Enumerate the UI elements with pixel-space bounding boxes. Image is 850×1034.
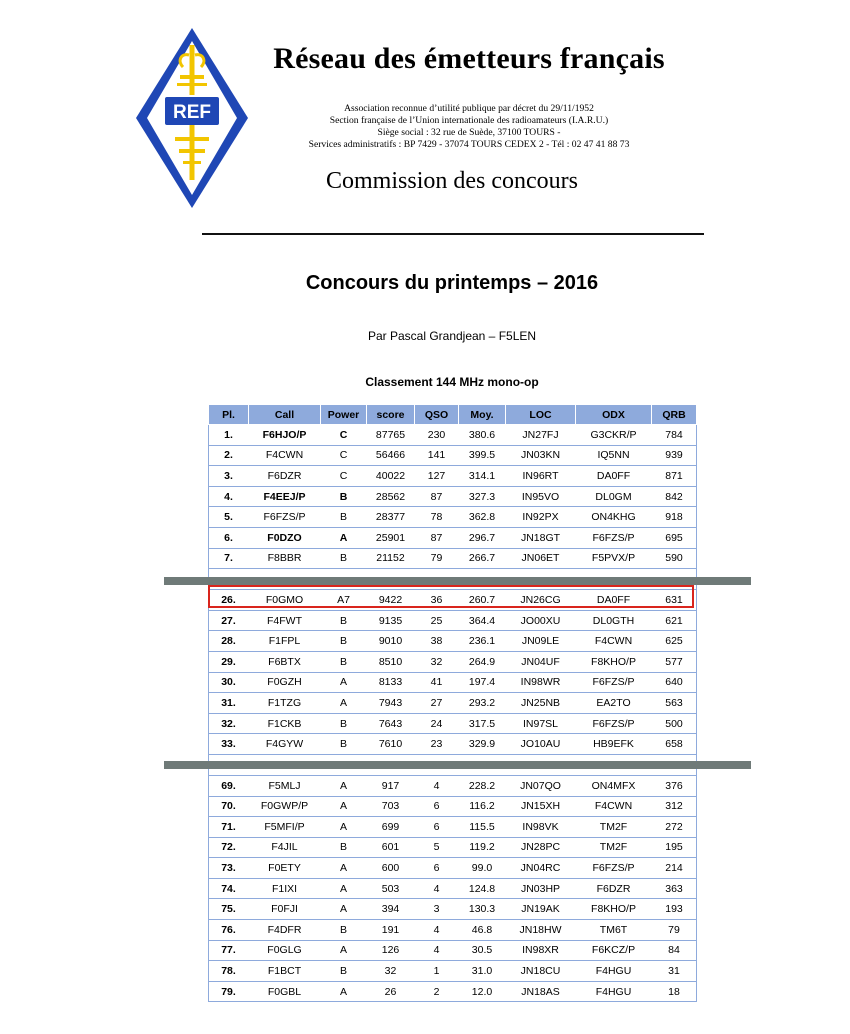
cell-average: 329.9 xyxy=(459,734,506,755)
cell-qrb: 193 xyxy=(652,899,697,920)
cell-odx: DL0GM xyxy=(576,486,652,507)
cell-odx: ON4KHG xyxy=(576,507,652,528)
cell-odx: DA0FF xyxy=(576,590,652,611)
author-line: Par Pascal Grandjean – F5LEN xyxy=(367,329,537,343)
cell-odx: F4HGU xyxy=(576,961,652,982)
cell-call: F5MFI/P xyxy=(249,817,321,838)
cell-qso: 230 xyxy=(415,425,459,446)
cell-power: B xyxy=(321,920,367,941)
cell-odx: F5PVX/P xyxy=(576,548,652,569)
cell-locator: JN15XH xyxy=(506,796,576,817)
cell-qso: 4 xyxy=(415,775,459,796)
cell-score: 394 xyxy=(367,899,415,920)
cell-qso: 38 xyxy=(415,631,459,652)
cell-place: 6. xyxy=(209,527,249,548)
cell-qrb: 871 xyxy=(652,466,697,487)
cell-qrb: 376 xyxy=(652,775,697,796)
cell-average: 266.7 xyxy=(459,548,506,569)
cell-qso: 6 xyxy=(415,796,459,817)
cell-locator: JN27FJ xyxy=(506,425,576,446)
table-row xyxy=(209,651,697,672)
cell-qrb: 658 xyxy=(652,734,697,755)
cell-call: F6BTX xyxy=(249,651,321,672)
cell-average: 264.9 xyxy=(459,651,506,672)
cell-call: F0GZH xyxy=(249,672,321,693)
cell-locator: IN98WR xyxy=(506,672,576,693)
cell-qso: 79 xyxy=(415,548,459,569)
cell-power: A xyxy=(321,817,367,838)
cell-qrb: 625 xyxy=(652,631,697,652)
results-table xyxy=(208,404,697,1002)
cell-qrb: 18 xyxy=(652,981,697,1002)
cell-average: 260.7 xyxy=(459,590,506,611)
cell-place: 27. xyxy=(209,610,249,631)
cell-odx: DA0FF xyxy=(576,466,652,487)
document-title: Concours du printemps – 2016 xyxy=(305,272,599,294)
table-row xyxy=(209,445,697,466)
cell-qso: 3 xyxy=(415,899,459,920)
table-row xyxy=(209,961,697,982)
cell-score: 917 xyxy=(367,775,415,796)
cell-place: 78. xyxy=(209,961,249,982)
cell-average: 31.0 xyxy=(459,961,506,982)
table-row xyxy=(209,693,697,714)
cell-qrb: 695 xyxy=(652,527,697,548)
cell-qso: 32 xyxy=(415,651,459,672)
section-title: Classement 144 MHz mono-op xyxy=(365,375,539,389)
cell-score: 126 xyxy=(367,940,415,961)
cell-locator: JN18AS xyxy=(506,981,576,1002)
cell-average: 364.4 xyxy=(459,610,506,631)
cell-place: 76. xyxy=(209,920,249,941)
cell-power: A xyxy=(321,796,367,817)
cell-score: 40022 xyxy=(367,466,415,487)
cell-qrb: 195 xyxy=(652,837,697,858)
cell-place: 33. xyxy=(209,734,249,755)
cell-call: F4FWT xyxy=(249,610,321,631)
table-row xyxy=(209,713,697,734)
table-row xyxy=(209,796,697,817)
cell-call: F0DZO xyxy=(249,527,321,548)
cell-average: 399.5 xyxy=(459,445,506,466)
cell-place: 30. xyxy=(209,672,249,693)
cell-score: 8510 xyxy=(367,651,415,672)
cell-power: A7 xyxy=(321,590,367,611)
column-header-average: Moy. xyxy=(459,405,506,425)
cell-qso: 1 xyxy=(415,961,459,982)
cell-power: A xyxy=(321,527,367,548)
cell-call: F5MLJ xyxy=(249,775,321,796)
column-header-place: Pl. xyxy=(209,405,249,425)
cell-power: A xyxy=(321,672,367,693)
cell-odx: F4CWN xyxy=(576,796,652,817)
cell-average: 99.0 xyxy=(459,858,506,879)
cell-odx: F6FZS/P xyxy=(576,858,652,879)
cell-locator: JN06ET xyxy=(506,548,576,569)
cell-locator: JN25NB xyxy=(506,693,576,714)
cell-qso: 4 xyxy=(415,878,459,899)
cell-qrb: 363 xyxy=(652,878,697,899)
cell-locator: IN95VO xyxy=(506,486,576,507)
cell-average: 46.8 xyxy=(459,920,506,941)
cell-average: 317.5 xyxy=(459,713,506,734)
cell-qso: 5 xyxy=(415,837,459,858)
cell-qso: 36 xyxy=(415,590,459,611)
table-row xyxy=(209,425,697,446)
cell-call: F1CKB xyxy=(249,713,321,734)
cell-call: F8BBR xyxy=(249,548,321,569)
cell-place: 77. xyxy=(209,940,249,961)
cell-locator: JN28PC xyxy=(506,837,576,858)
cell-odx: F8KHO/P xyxy=(576,651,652,672)
cell-odx: IQ5NN xyxy=(576,445,652,466)
cell-average: 293.2 xyxy=(459,693,506,714)
table-body xyxy=(209,425,697,1002)
cell-qrb: 312 xyxy=(652,796,697,817)
cell-place: 79. xyxy=(209,981,249,1002)
cell-average: 30.5 xyxy=(459,940,506,961)
cell-odx: F4CWN xyxy=(576,631,652,652)
cell-qrb: 784 xyxy=(652,425,697,446)
cell-power: A xyxy=(321,940,367,961)
cell-qrb: 640 xyxy=(652,672,697,693)
cell-qso: 6 xyxy=(415,858,459,879)
table-row xyxy=(209,631,697,652)
column-header-call: Call xyxy=(249,405,321,425)
cell-place: 5. xyxy=(209,507,249,528)
cell-qso: 25 xyxy=(415,610,459,631)
column-header-locator: LOC xyxy=(506,405,576,425)
commission-title: Commission des concours xyxy=(326,168,578,194)
column-header-odx: ODX xyxy=(576,405,652,425)
cell-odx: HB9EFK xyxy=(576,734,652,755)
cell-score: 191 xyxy=(367,920,415,941)
section-separator xyxy=(164,577,751,585)
table-row xyxy=(209,527,697,548)
cell-score: 9135 xyxy=(367,610,415,631)
cell-qso: 87 xyxy=(415,527,459,548)
cell-qso: 41 xyxy=(415,672,459,693)
cell-call: F4JIL xyxy=(249,837,321,858)
cell-qrb: 577 xyxy=(652,651,697,672)
cell-average: 380.6 xyxy=(459,425,506,446)
cell-average: 130.3 xyxy=(459,899,506,920)
cell-qrb: 842 xyxy=(652,486,697,507)
cell-average: 327.3 xyxy=(459,486,506,507)
cell-power: C xyxy=(321,425,367,446)
cell-qrb: 272 xyxy=(652,817,697,838)
cell-call: F0ETY xyxy=(249,858,321,879)
cell-power: B xyxy=(321,548,367,569)
org-line: Section française de l’Union internationale des radioamateurs (I.A.R.U.) xyxy=(329,115,609,126)
cell-place: 74. xyxy=(209,878,249,899)
organization-name: Réseau des émetteurs français xyxy=(273,42,665,75)
cell-power: A xyxy=(321,858,367,879)
cell-odx: ON4MFX xyxy=(576,775,652,796)
table-row xyxy=(209,858,697,879)
cell-call: F4CWN xyxy=(249,445,321,466)
cell-odx: F4HGU xyxy=(576,981,652,1002)
table-row xyxy=(209,486,697,507)
cell-locator: JN07QO xyxy=(506,775,576,796)
cell-locator: JN04RC xyxy=(506,858,576,879)
cell-qrb: 939 xyxy=(652,445,697,466)
cell-qso: 6 xyxy=(415,817,459,838)
cell-score: 8133 xyxy=(367,672,415,693)
cell-score: 26 xyxy=(367,981,415,1002)
cell-place: 29. xyxy=(209,651,249,672)
table-row xyxy=(209,734,697,755)
cell-place: 2. xyxy=(209,445,249,466)
cell-place: 69. xyxy=(209,775,249,796)
cell-locator: JN18HW xyxy=(506,920,576,941)
cell-power: A xyxy=(321,981,367,1002)
cell-place: 72. xyxy=(209,837,249,858)
table-row xyxy=(209,548,697,569)
cell-score: 87765 xyxy=(367,425,415,446)
cell-call: F0GLG xyxy=(249,940,321,961)
cell-call: F6FZS/P xyxy=(249,507,321,528)
cell-power: B xyxy=(321,486,367,507)
cell-average: 12.0 xyxy=(459,981,506,1002)
cell-odx: TM6T xyxy=(576,920,652,941)
table-row xyxy=(209,672,697,693)
cell-average: 119.2 xyxy=(459,837,506,858)
cell-odx: DL0GTH xyxy=(576,610,652,631)
cell-qrb: 84 xyxy=(652,940,697,961)
table-row xyxy=(209,837,697,858)
cell-qrb: 631 xyxy=(652,590,697,611)
cell-call: F1TZG xyxy=(249,693,321,714)
cell-call: F0FJI xyxy=(249,899,321,920)
cell-average: 116.2 xyxy=(459,796,506,817)
cell-qso: 2 xyxy=(415,981,459,1002)
cell-score: 7643 xyxy=(367,713,415,734)
cell-odx: F6FZS/P xyxy=(576,713,652,734)
cell-place: 71. xyxy=(209,817,249,838)
cell-odx: F6FZS/P xyxy=(576,672,652,693)
cell-average: 197.4 xyxy=(459,672,506,693)
organization-details xyxy=(238,103,700,151)
cell-call: F0GWP/P xyxy=(249,796,321,817)
cell-locator: JN03KN xyxy=(506,445,576,466)
table-row xyxy=(209,775,697,796)
cell-locator: IN92PX xyxy=(506,507,576,528)
cell-average: 124.8 xyxy=(459,878,506,899)
column-header-qso: QSO xyxy=(415,405,459,425)
cell-qrb: 31 xyxy=(652,961,697,982)
cell-locator: JN03HP xyxy=(506,878,576,899)
cell-call: F6HJO/P xyxy=(249,425,321,446)
cell-odx: F8KHO/P xyxy=(576,899,652,920)
table-row xyxy=(209,507,697,528)
cell-place: 32. xyxy=(209,713,249,734)
cell-qso: 4 xyxy=(415,920,459,941)
cell-power: B xyxy=(321,734,367,755)
cell-call: F1BCT xyxy=(249,961,321,982)
cell-score: 601 xyxy=(367,837,415,858)
cell-locator: JN04UF xyxy=(506,651,576,672)
ref-logo xyxy=(133,25,251,211)
svg-text:REF: REF xyxy=(173,102,211,123)
column-header-qrb: QRB xyxy=(652,405,697,425)
cell-score: 503 xyxy=(367,878,415,899)
cell-power: B xyxy=(321,631,367,652)
cell-locator: JN09LE xyxy=(506,631,576,652)
cell-odx: EA2TO xyxy=(576,693,652,714)
cell-locator: JN26CG xyxy=(506,590,576,611)
cell-locator: JN18CU xyxy=(506,961,576,982)
table-row xyxy=(209,899,697,920)
cell-power: C xyxy=(321,445,367,466)
cell-place: 75. xyxy=(209,899,249,920)
cell-power: C xyxy=(321,466,367,487)
cell-qrb: 621 xyxy=(652,610,697,631)
cell-score: 7943 xyxy=(367,693,415,714)
cell-score: 21152 xyxy=(367,548,415,569)
cell-odx: F6FZS/P xyxy=(576,527,652,548)
cell-call: F0GMO xyxy=(249,590,321,611)
cell-odx: F6DZR xyxy=(576,878,652,899)
cell-qso: 23 xyxy=(415,734,459,755)
cell-average: 314.1 xyxy=(459,466,506,487)
table-row xyxy=(209,817,697,838)
cell-power: A xyxy=(321,899,367,920)
cell-score: 9422 xyxy=(367,590,415,611)
cell-call: F4EEJ/P xyxy=(249,486,321,507)
cell-qrb: 590 xyxy=(652,548,697,569)
cell-score: 28562 xyxy=(367,486,415,507)
cell-power: B xyxy=(321,837,367,858)
cell-score: 600 xyxy=(367,858,415,879)
table-row xyxy=(209,940,697,961)
cell-score: 28377 xyxy=(367,507,415,528)
cell-power: B xyxy=(321,961,367,982)
cell-qrb: 918 xyxy=(652,507,697,528)
cell-score: 25901 xyxy=(367,527,415,548)
cell-power: B xyxy=(321,507,367,528)
cell-qrb: 79 xyxy=(652,920,697,941)
cell-qso: 78 xyxy=(415,507,459,528)
cell-place: 28. xyxy=(209,631,249,652)
cell-power: A xyxy=(321,878,367,899)
cell-odx: F6KCZ/P xyxy=(576,940,652,961)
cell-qrb: 214 xyxy=(652,858,697,879)
cell-place: 70. xyxy=(209,796,249,817)
cell-score: 699 xyxy=(367,817,415,838)
cell-locator: JN19AK xyxy=(506,899,576,920)
cell-call: F1IXI xyxy=(249,878,321,899)
cell-score: 56466 xyxy=(367,445,415,466)
cell-locator: IN98XR xyxy=(506,940,576,961)
table-row xyxy=(209,590,697,611)
cell-average: 115.5 xyxy=(459,817,506,838)
cell-place: 4. xyxy=(209,486,249,507)
cell-place: 1. xyxy=(209,425,249,446)
cell-power: B xyxy=(321,610,367,631)
cell-call: F6DZR xyxy=(249,466,321,487)
cell-place: 31. xyxy=(209,693,249,714)
column-header-score: score xyxy=(367,405,415,425)
cell-place: 73. xyxy=(209,858,249,879)
cell-odx: TM2F xyxy=(576,837,652,858)
table-header xyxy=(209,405,697,425)
org-line: Services administratifs : BP 7429 - 37074 TOURS CEDEX 2 - Tél : 02 47 41 88 73 xyxy=(308,139,630,150)
cell-locator: JO10AU xyxy=(506,734,576,755)
cell-call: F4GYW xyxy=(249,734,321,755)
cell-power: A xyxy=(321,693,367,714)
table-row xyxy=(209,920,697,941)
cell-qso: 127 xyxy=(415,466,459,487)
header-divider xyxy=(202,233,704,235)
table-row xyxy=(209,610,697,631)
cell-place: 26. xyxy=(209,590,249,611)
cell-score: 9010 xyxy=(367,631,415,652)
cell-qso: 27 xyxy=(415,693,459,714)
column-header-power: Power xyxy=(321,405,367,425)
cell-locator: JN18GT xyxy=(506,527,576,548)
cell-call: F0GBL xyxy=(249,981,321,1002)
cell-average: 236.1 xyxy=(459,631,506,652)
org-line: Siège social : 32 rue de Suède, 37100 TOURS - xyxy=(377,127,561,138)
cell-qrb: 500 xyxy=(652,713,697,734)
cell-average: 296.7 xyxy=(459,527,506,548)
cell-locator: JO00XU xyxy=(506,610,576,631)
cell-score: 32 xyxy=(367,961,415,982)
cell-power: B xyxy=(321,713,367,734)
cell-call: F1FPL xyxy=(249,631,321,652)
cell-locator: IN97SL xyxy=(506,713,576,734)
cell-score: 7610 xyxy=(367,734,415,755)
section-separator xyxy=(164,761,751,769)
cell-locator: IN98VK xyxy=(506,817,576,838)
table-row xyxy=(209,981,697,1002)
cell-average: 228.2 xyxy=(459,775,506,796)
cell-power: B xyxy=(321,651,367,672)
cell-average: 362.8 xyxy=(459,507,506,528)
cell-qso: 4 xyxy=(415,940,459,961)
cell-score: 703 xyxy=(367,796,415,817)
cell-locator: IN96RT xyxy=(506,466,576,487)
cell-qrb: 563 xyxy=(652,693,697,714)
cell-odx: TM2F xyxy=(576,817,652,838)
cell-qso: 24 xyxy=(415,713,459,734)
table-row xyxy=(209,878,697,899)
cell-qso: 87 xyxy=(415,486,459,507)
org-line: Association reconnue d’utilité publique par décret du 29/11/1952 xyxy=(344,103,594,114)
cell-odx: G3CKR/P xyxy=(576,425,652,446)
table-row xyxy=(209,466,697,487)
cell-qso: 141 xyxy=(415,445,459,466)
cell-place: 7. xyxy=(209,548,249,569)
cell-call: F4DFR xyxy=(249,920,321,941)
cell-power: A xyxy=(321,775,367,796)
cell-place: 3. xyxy=(209,466,249,487)
